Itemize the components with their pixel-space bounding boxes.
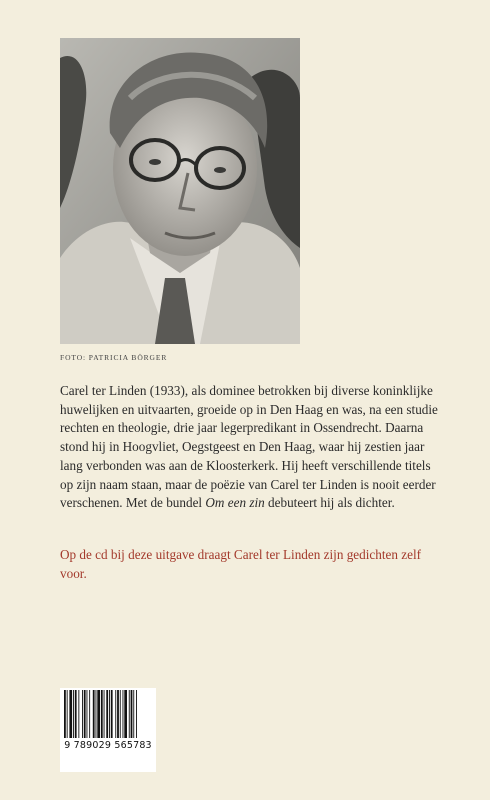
barcode-bar (75, 690, 77, 738)
cd-note: Op de cd bij deze uitgave draagt Carel ter Linden zijn gedichten zelf voor. (60, 547, 422, 581)
bio-text-end: debuteert hij als dichter. (264, 495, 395, 511)
barcode-bar (111, 690, 113, 738)
barcode-bar (93, 690, 95, 738)
barcode-bar (106, 690, 108, 738)
barcode-bar (64, 690, 66, 738)
barcode-bar (129, 690, 130, 738)
barcode-bar (84, 690, 86, 738)
barcode-bar (136, 690, 137, 738)
barcode-bar (97, 690, 100, 738)
author-biography (60, 382, 440, 513)
barcode-bar (82, 690, 83, 738)
barcode-bar (124, 690, 127, 738)
barcode-bar (96, 690, 97, 738)
barcode-bar (87, 690, 88, 738)
barcode-bar (104, 690, 105, 738)
barcode-bar (115, 690, 116, 738)
barcode-bar (89, 690, 90, 738)
author-photo (60, 38, 300, 344)
barcode-bar (73, 690, 74, 738)
book-title: Om een zin (205, 495, 265, 511)
barcode-bar (120, 690, 121, 738)
barcode-bars (60, 688, 156, 740)
barcode-bar (109, 690, 110, 738)
barcode-bar (101, 690, 103, 738)
barcode-bar (67, 690, 68, 738)
isbn-barcode (60, 688, 156, 772)
barcode-bar (133, 690, 134, 738)
barcode-bar (117, 690, 119, 738)
author-portrait-image (60, 38, 300, 344)
isbn-number: 9 789029 565783 (64, 740, 152, 751)
photo-credit: FOTO: PATRICIA BÖRGER (60, 353, 168, 362)
barcode-bar (131, 690, 133, 738)
bio-text: Carel ter Linden (1933), als dominee betrokken bij diverse koninklijke huwelijken en uitvaarten, groeide op in Den Haag en was, na een studie rechten en theologie, drie jaar legerpredikant in Ossendrecht. Daarna stond hij in Hoogvliet, Oegstgeest en Den Haag, waar hij zestien jaar lang verbonden was aan de Kloosterkerk. Hij heeft verschillende titels op zijn naam staan, maar de poëzie van Carel ter Linden is nooit eerder verschenen. Met de bundel (60, 383, 438, 511)
barcode-bar (78, 690, 79, 738)
barcode-bar (123, 690, 124, 738)
barcode-bar (69, 690, 72, 738)
